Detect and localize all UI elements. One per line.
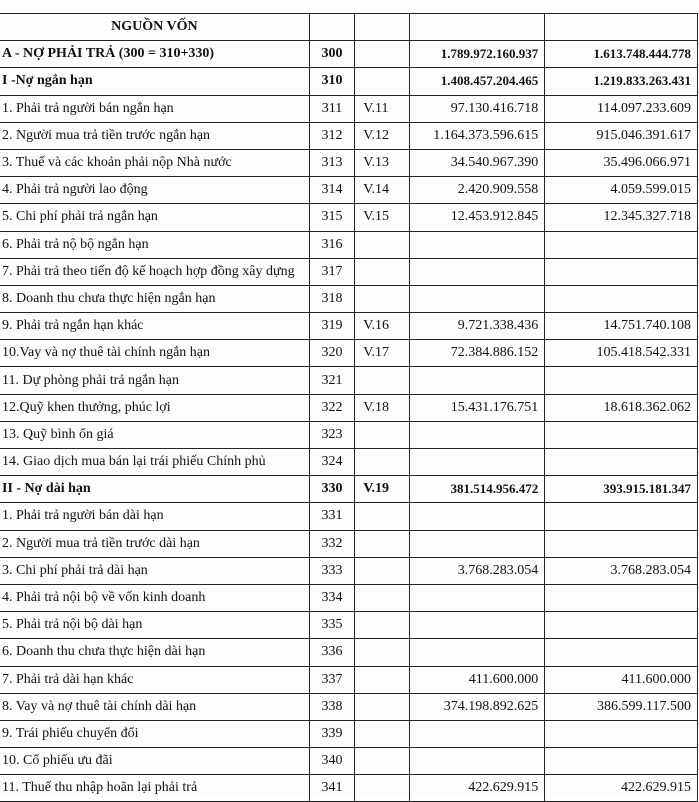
- header-code: [309, 14, 355, 41]
- row-code: 317: [309, 258, 355, 285]
- row-current-value: 72.384.886.152: [409, 340, 544, 367]
- row-current-value: 9.721.338.436: [409, 313, 544, 340]
- row-current-value: [409, 285, 544, 312]
- row-current-value: 34.540.967.390: [409, 149, 544, 176]
- row-name: 13. Quỹ bình ổn giá: [0, 421, 309, 448]
- row-previous-value: 915.046.391.617: [545, 122, 698, 149]
- row-note: V.16: [355, 313, 410, 340]
- row-previous-value: [545, 449, 698, 476]
- row-note: [355, 503, 410, 530]
- row-code: 341: [309, 775, 355, 802]
- row-note: [355, 231, 410, 258]
- row-name: A - NỢ PHẢI TRẢ (300 = 310+330): [0, 41, 309, 68]
- table-row: [0, 258, 698, 285]
- row-name: 2. Người mua trả tiền trước ngắn hạn: [0, 122, 309, 149]
- row-note: V.17: [355, 340, 410, 367]
- table-row: [0, 122, 698, 149]
- row-current-value: 1.789.972.160.937: [409, 41, 544, 68]
- row-note: [355, 530, 410, 557]
- row-code: 320: [309, 340, 355, 367]
- row-current-value: 2.420.909.558: [409, 177, 544, 204]
- row-note: [355, 68, 410, 95]
- row-current-value: [409, 748, 544, 775]
- row-code: 312: [309, 122, 355, 149]
- row-note: [355, 639, 410, 666]
- row-code: 340: [309, 748, 355, 775]
- row-name: 11. Dự phòng phải trả ngắn hạn: [0, 367, 309, 394]
- row-name: 10.Vay và nợ thuê tài chính ngắn hạn: [0, 340, 309, 367]
- row-previous-value: 3.768.283.054: [545, 557, 698, 584]
- row-name: 3. Chi phí phải trả dài hạn: [0, 557, 309, 584]
- row-code: 313: [309, 149, 355, 176]
- row-name: 5. Chi phí phải trả ngắn hạn: [0, 204, 309, 231]
- header-note: [355, 14, 410, 41]
- row-current-value: [409, 449, 544, 476]
- row-name: 6. Phải trả nộ bộ ngắn hạn: [0, 231, 309, 258]
- row-note: [355, 612, 410, 639]
- table-row: [0, 449, 698, 476]
- row-previous-value: 12.345.327.718: [545, 204, 698, 231]
- row-code: 336: [309, 639, 355, 666]
- row-code: 319: [309, 313, 355, 340]
- header-previous: [545, 14, 698, 41]
- row-note: V.12: [355, 122, 410, 149]
- row-name: II - Nợ dài hạn: [0, 476, 309, 503]
- table-header-row: [0, 14, 698, 41]
- row-code: 332: [309, 530, 355, 557]
- row-name: 3. Thuế và các khoản phải nộp Nhà nước: [0, 149, 309, 176]
- row-current-value: 411.600.000: [409, 666, 544, 693]
- row-previous-value: 35.496.066.971: [545, 149, 698, 176]
- row-code: 334: [309, 584, 355, 611]
- row-previous-value: 411.600.000: [545, 666, 698, 693]
- row-name: 8. Vay và nợ thuê tài chính dài hạn: [0, 693, 309, 720]
- row-code: 316: [309, 231, 355, 258]
- row-previous-value: [545, 367, 698, 394]
- row-note: V.11: [355, 95, 410, 122]
- table-row: [0, 68, 698, 95]
- row-current-value: [409, 584, 544, 611]
- row-note: [355, 748, 410, 775]
- row-code: 331: [309, 503, 355, 530]
- row-current-value: 422.629.915: [409, 775, 544, 802]
- table-row: [0, 204, 698, 231]
- row-current-value: [409, 612, 544, 639]
- row-code: 310: [309, 68, 355, 95]
- row-current-value: [409, 367, 544, 394]
- row-code: 311: [309, 95, 355, 122]
- row-note: [355, 285, 410, 312]
- table-row: [0, 177, 698, 204]
- row-current-value: [409, 258, 544, 285]
- row-code: 300: [309, 41, 355, 68]
- row-current-value: [409, 231, 544, 258]
- row-current-value: 381.514.956.472: [409, 476, 544, 503]
- table-row: [0, 149, 698, 176]
- row-note: [355, 720, 410, 747]
- balance-sheet-table: [0, 13, 698, 802]
- row-code: 333: [309, 557, 355, 584]
- row-current-value: [409, 639, 544, 666]
- row-note: [355, 367, 410, 394]
- row-previous-value: [545, 584, 698, 611]
- row-current-value: [409, 503, 544, 530]
- header-current: [409, 14, 544, 41]
- row-note: V.13: [355, 149, 410, 176]
- row-previous-value: [545, 503, 698, 530]
- row-current-value: [409, 720, 544, 747]
- table-row: [0, 612, 698, 639]
- header-source: NGUỒN VỐN: [0, 14, 309, 41]
- row-current-value: 3.768.283.054: [409, 557, 544, 584]
- row-note: [355, 775, 410, 802]
- row-note: [355, 666, 410, 693]
- row-note: [355, 41, 410, 68]
- row-previous-value: [545, 748, 698, 775]
- table-row: [0, 340, 698, 367]
- row-code: 318: [309, 285, 355, 312]
- table-row: [0, 231, 698, 258]
- row-previous-value: 386.599.117.500: [545, 693, 698, 720]
- row-name: 9. Phải trả ngắn hạn khác: [0, 313, 309, 340]
- row-name: 4. Phải trả nội bộ về vốn kinh doanh: [0, 584, 309, 611]
- row-code: 314: [309, 177, 355, 204]
- table-row: [0, 95, 698, 122]
- row-previous-value: 14.751.740.108: [545, 313, 698, 340]
- row-note: [355, 449, 410, 476]
- row-note: [355, 258, 410, 285]
- row-code: 323: [309, 421, 355, 448]
- row-note: V.14: [355, 177, 410, 204]
- row-previous-value: 1.219.833.263.431: [545, 68, 698, 95]
- row-previous-value: 422.629.915: [545, 775, 698, 802]
- table-row: [0, 748, 698, 775]
- table-row: [0, 476, 698, 503]
- row-current-value: [409, 530, 544, 557]
- row-previous-value: [545, 421, 698, 448]
- row-name: 12.Quỹ khen thưởng, phúc lợi: [0, 394, 309, 421]
- row-previous-value: 105.418.542.331: [545, 340, 698, 367]
- row-name: 7. Phải trả theo tiến độ kế hoạch hợp đồng xây dựng: [0, 258, 309, 285]
- row-name: 4. Phải trả người lao động: [0, 177, 309, 204]
- row-current-value: 97.130.416.718: [409, 95, 544, 122]
- row-current-value: 374.198.892.625: [409, 693, 544, 720]
- table-row: [0, 421, 698, 448]
- table-row: [0, 639, 698, 666]
- row-code: 330: [309, 476, 355, 503]
- row-previous-value: [545, 285, 698, 312]
- row-previous-value: 393.915.181.347: [545, 476, 698, 503]
- row-name: 7. Phải trả dài hạn khác: [0, 666, 309, 693]
- row-name: 11. Thuế thu nhập hoãn lại phải trả: [0, 775, 309, 802]
- row-note: V.18: [355, 394, 410, 421]
- row-current-value: [409, 421, 544, 448]
- table-row: [0, 41, 698, 68]
- row-name: 6. Doanh thu chưa thực hiện dài hạn: [0, 639, 309, 666]
- row-previous-value: [545, 231, 698, 258]
- row-note: [355, 557, 410, 584]
- row-previous-value: [545, 258, 698, 285]
- row-name: 1. Phải trả người bán dài hạn: [0, 503, 309, 530]
- row-note: [355, 421, 410, 448]
- row-previous-value: 18.618.362.062: [545, 394, 698, 421]
- row-note: [355, 693, 410, 720]
- table-row: [0, 503, 698, 530]
- table-row: [0, 693, 698, 720]
- row-code: 335: [309, 612, 355, 639]
- table-row: [0, 557, 698, 584]
- row-name: 10. Cổ phiếu ưu đãi: [0, 748, 309, 775]
- table-row: [0, 367, 698, 394]
- row-previous-value: [545, 720, 698, 747]
- row-name: 2. Người mua trả tiền trước dài hạn: [0, 530, 309, 557]
- row-note: V.19: [355, 476, 410, 503]
- row-current-value: 1.408.457.204.465: [409, 68, 544, 95]
- row-name: I -Nợ ngắn hạn: [0, 68, 309, 95]
- table-row: [0, 720, 698, 747]
- row-code: 321: [309, 367, 355, 394]
- table-body: [0, 41, 698, 802]
- row-code: 339: [309, 720, 355, 747]
- row-code: 324: [309, 449, 355, 476]
- table-row: [0, 666, 698, 693]
- row-current-value: 15.431.176.751: [409, 394, 544, 421]
- row-code: 338: [309, 693, 355, 720]
- row-name: 5. Phải trả nội bộ dài hạn: [0, 612, 309, 639]
- row-current-value: 12.453.912.845: [409, 204, 544, 231]
- table-row: [0, 530, 698, 557]
- table-row: [0, 285, 698, 312]
- row-code: 337: [309, 666, 355, 693]
- row-previous-value: [545, 612, 698, 639]
- row-previous-value: [545, 639, 698, 666]
- row-name: 1. Phải trả người bán ngắn hạn: [0, 95, 309, 122]
- table-row: [0, 584, 698, 611]
- table-row: [0, 775, 698, 802]
- row-note: [355, 584, 410, 611]
- row-note: V.15: [355, 204, 410, 231]
- row-code: 315: [309, 204, 355, 231]
- row-name: 14. Giao dịch mua bán lại trái phiếu Chính phủ: [0, 449, 309, 476]
- row-name: 8. Doanh thu chưa thực hiện ngắn hạn: [0, 285, 309, 312]
- row-name: 9. Trái phiếu chuyển đổi: [0, 720, 309, 747]
- table-row: [0, 394, 698, 421]
- row-code: 322: [309, 394, 355, 421]
- row-previous-value: 4.059.599.015: [545, 177, 698, 204]
- row-previous-value: 1.613.748.444.778: [545, 41, 698, 68]
- table-row: [0, 313, 698, 340]
- row-current-value: 1.164.373.596.615: [409, 122, 544, 149]
- row-previous-value: [545, 530, 698, 557]
- row-previous-value: 114.097.233.609: [545, 95, 698, 122]
